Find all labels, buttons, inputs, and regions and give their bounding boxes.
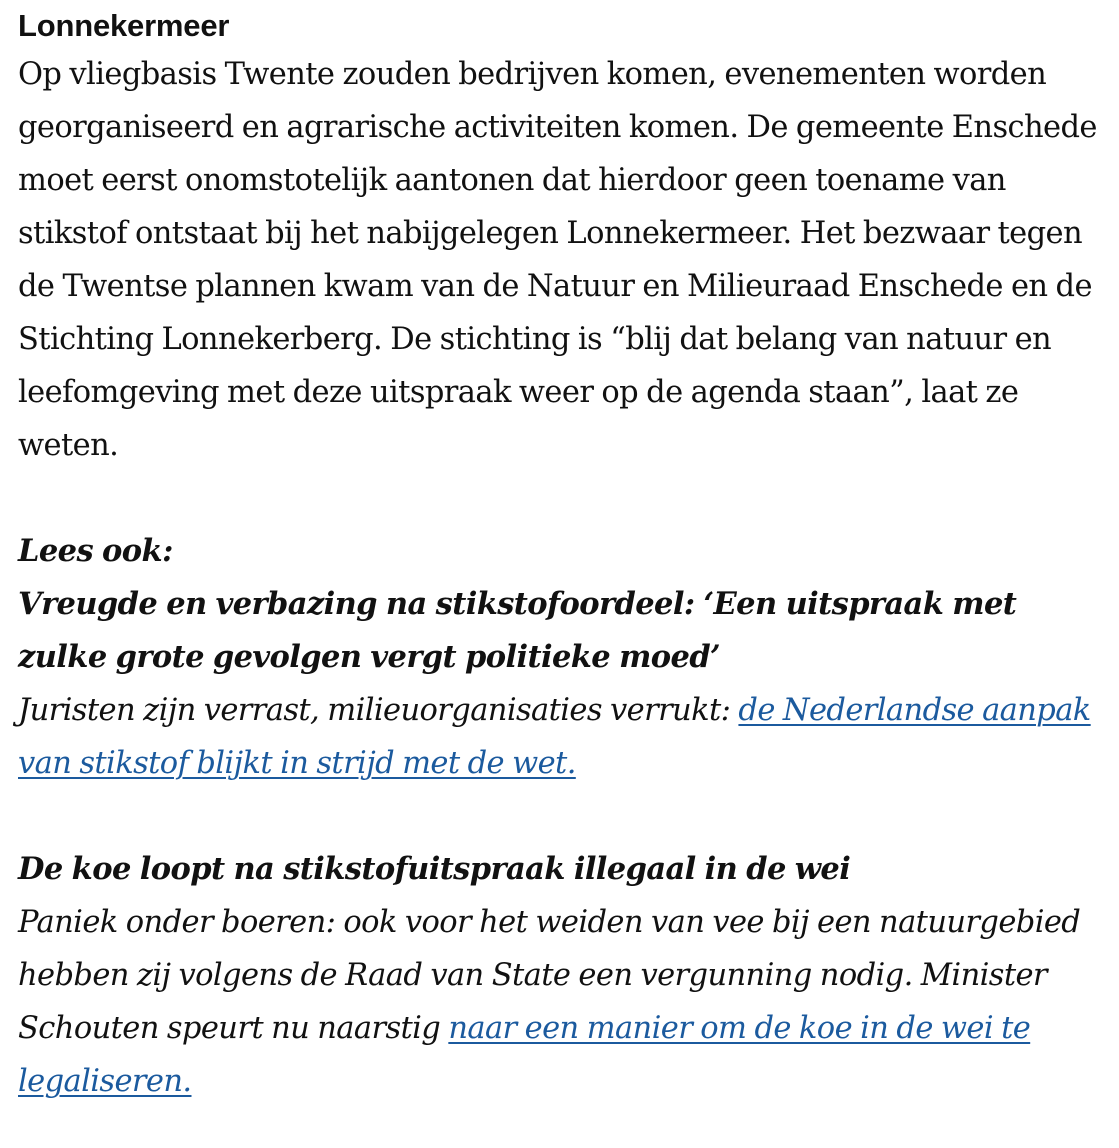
related-item-intro: Juristen zijn verrast, milieuorganisaties verrukt:	[18, 693, 739, 728]
article-section	[18, 4, 1103, 1108]
spacer	[18, 790, 1103, 843]
body-paragraph: Op vliegbasis Twente zouden bedrijven komen, evenementen worden georganiseerd en agrarische activiteiten komen. De gemeente Enschede moet eerst onomstotelijk aantonen dat hierdoor geen toename van stikstof ontstaat bij het nabijgelegen Lonnekermeer. Het bezwaar tegen de Twentse plannen kwam van de Natuur en Milieuraad Enschede en de Stichting Lonnekerberg. De stichting is “blij dat belang van natuur en leefomgeving met deze uitspraak weer op de agenda staan”, laat ze weten.	[18, 57, 1097, 463]
related-item	[18, 843, 1103, 1108]
related-article-link[interactable]: naar een manier om de koe in de wei te legaliseren.	[18, 1011, 1031, 1099]
related-item	[18, 578, 1103, 790]
section-heading: Lonnekermeer	[18, 8, 230, 43]
related-item-text	[18, 684, 1103, 790]
related-article-link[interactable]: de Nederlandse aanpak van stikstof blijkt in strijd met de wet.	[18, 693, 1091, 781]
related-item-title: De koe loopt na stikstofuitspraak illegaal in de wei	[18, 851, 851, 887]
related-item-intro: Paniek onder boeren: ook voor het weiden van vee bij een natuurgebied hebben zij volgens de Raad van State een vergunning nodig. Minister Schouten speurt nu naarstig	[18, 905, 1081, 1046]
related-item-title: Vreugde en verbazing na stikstofoordeel: ‘Een uitspraak met zulke grote gevolgen vergt politieke moed’	[18, 586, 1017, 675]
spacer	[18, 472, 1103, 525]
related-item-text	[18, 896, 1103, 1108]
related-label: Lees ook:	[18, 533, 173, 569]
